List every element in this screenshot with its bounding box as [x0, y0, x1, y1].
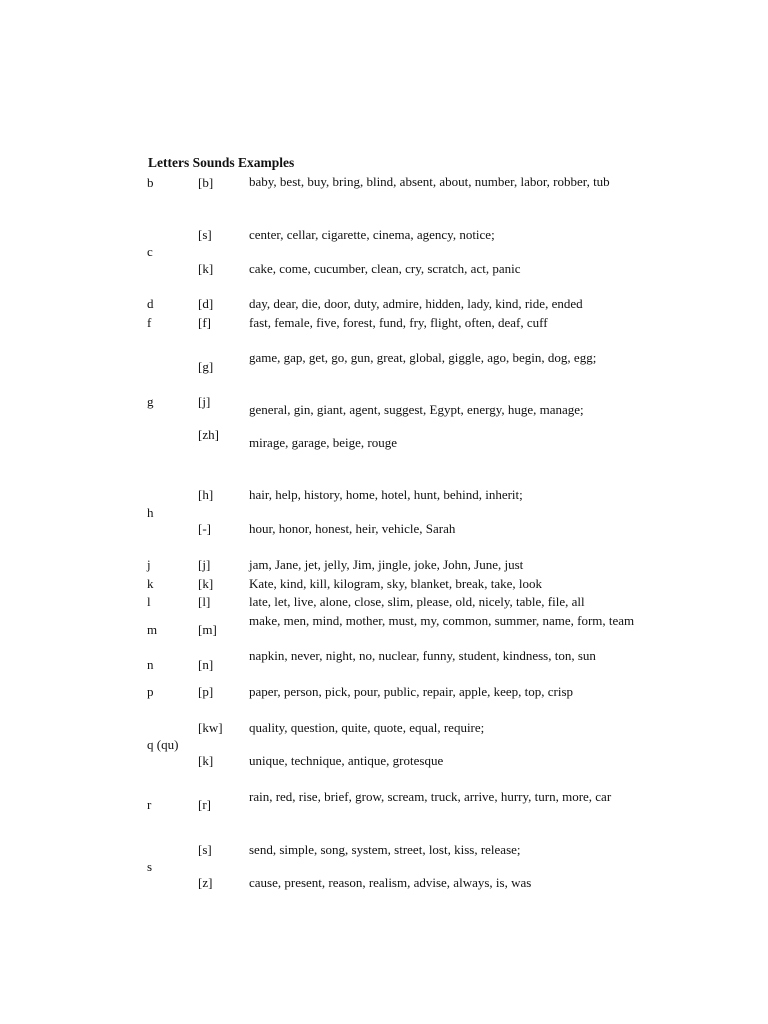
entry-sound: [-]: [198, 521, 211, 536]
entry-examples: cause, present, reason, realism, advise, always, is, was: [249, 875, 532, 890]
entry-examples: rain, red, rise, brief, grow, scream, truck, arrive, hurry, turn, more, car: [249, 789, 612, 804]
entry-examples: center, cellar, cigarette, cinema, agency, notice;: [249, 227, 495, 242]
entry-examples: send, simple, song, system, street, lost, kiss, release;: [249, 842, 521, 857]
entry-letter: p: [147, 684, 154, 699]
entry-examples: fast, female, five, forest, fund, fry, flight, often, deaf, cuff: [249, 315, 548, 330]
entry-letter: g: [147, 394, 154, 409]
entry-examples: late, let, live, alone, close, slim, please, old, nicely, table, file, all: [249, 594, 585, 609]
entry-sound: [m]: [198, 622, 217, 637]
table-header: Letters Sounds Examples: [148, 155, 295, 170]
entry-sound: [b]: [198, 175, 214, 190]
entry-letter: r: [147, 797, 152, 812]
entry-letter: m: [147, 622, 158, 637]
entry-letter: n: [147, 657, 154, 672]
entry-examples: general, gin, giant, agent, suggest, Egypt, energy, huge, manage;: [249, 402, 584, 417]
entry-sound: [zh]: [198, 427, 219, 442]
entry-examples: paper, person, pick, pour, public, repair, apple, keep, top, crisp: [249, 684, 574, 699]
entry-letter: d: [147, 296, 154, 311]
entry-examples: cake, come, cucumber, clean, cry, scratch, act, panic: [249, 261, 521, 276]
entry-sound: [j]: [198, 394, 211, 409]
entry-examples: game, gap, get, go, gun, great, global, giggle, ago, begin, dog, egg;: [249, 350, 597, 365]
entry-sound: [s]: [198, 842, 212, 857]
entry-sound: [f]: [198, 315, 211, 330]
entry-examples: jam, Jane, jet, jelly, Jim, jingle, joke, John, June, just: [249, 557, 524, 572]
entry-sound: [r]: [198, 797, 211, 812]
entry-sound: [j]: [198, 557, 211, 572]
entry-examples: make, men, mind, mother, must, my, common, summer, name, form, team: [249, 613, 635, 628]
entry-sound: [s]: [198, 227, 212, 242]
entry-letter: k: [147, 576, 154, 591]
entry-letter: q (qu): [147, 737, 179, 752]
entry-examples: hair, help, history, home, hotel, hunt, behind, inherit;: [249, 487, 523, 502]
entry-sound: [h]: [198, 487, 214, 502]
entry-sound: [k]: [198, 261, 214, 276]
entry-examples: baby, best, buy, bring, blind, absent, about, number, labor, robber, tub: [249, 174, 610, 189]
entry-sound: [k]: [198, 576, 214, 591]
entry-examples: day, dear, die, door, duty, admire, hidden, lady, kind, ride, ended: [249, 296, 583, 311]
entry-letter: f: [147, 315, 152, 330]
entry-examples: napkin, never, night, no, nuclear, funny, student, kindness, ton, sun: [249, 648, 596, 663]
entry-letter: j: [147, 557, 151, 572]
entry-examples: unique, technique, antique, grotesque: [249, 753, 444, 768]
entry-letter: s: [147, 859, 153, 874]
entry-examples: Kate, kind, kill, kilogram, sky, blanket, break, take, look: [249, 576, 543, 591]
entry-letter: l: [147, 594, 151, 609]
entry-examples: hour, honor, honest, heir, vehicle, Sarah: [249, 521, 456, 536]
entry-sound: [kw]: [198, 720, 223, 735]
entry-sound: [n]: [198, 657, 214, 672]
entry-letter: b: [147, 175, 154, 190]
entry-letter: h: [147, 505, 154, 520]
entry-sound: [k]: [198, 753, 214, 768]
entry-sound: [g]: [198, 359, 214, 374]
entry-letter: c: [147, 244, 153, 259]
entry-sound: [z]: [198, 875, 213, 890]
entry-examples: quality, question, quite, quote, equal, require;: [249, 720, 485, 735]
entry-sound: [d]: [198, 296, 214, 311]
entry-sound: [l]: [198, 594, 211, 609]
entry-sound: [p]: [198, 684, 214, 699]
entry-examples: mirage, garage, beige, rouge: [249, 435, 397, 450]
